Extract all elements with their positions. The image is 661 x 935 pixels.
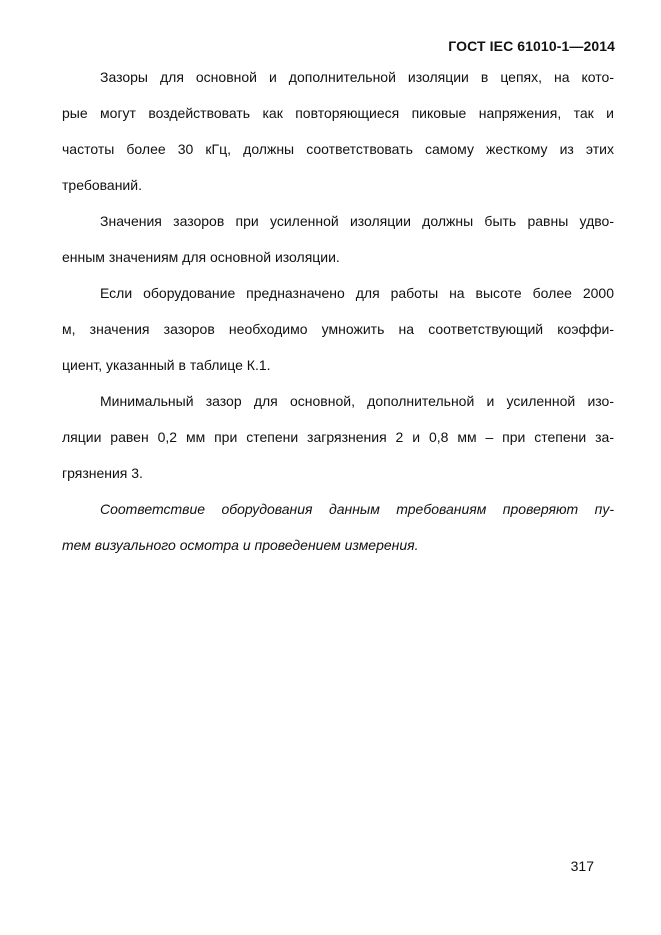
paragraph — [62, 383, 614, 491]
document-header: ГОСТ IEC 61010-1—2014 — [448, 38, 615, 54]
text-line: Если оборудование предназначено для работы на высоте более 2000 — [100, 285, 614, 301]
text-line: енным значениям для основной изоляции. — [62, 249, 340, 265]
text-line: циент, указанный в таблице К.1. — [62, 357, 271, 373]
text-line: Соответствие оборудования данным требованиям проверяют пу- — [100, 501, 614, 517]
text-line: тем визуального осмотра и проведением измерения. — [62, 537, 419, 553]
text-line: ляции равен 0,2 мм при степени загрязнения 2 и 0,8 мм – при степени за- — [62, 429, 614, 445]
page-number: 317 — [570, 858, 594, 874]
text-line: рые могут воздействовать как повторяющиеся пиковые напряжения, так и — [62, 105, 614, 121]
paragraph-italic — [62, 491, 614, 563]
text-line: частоты более 30 кГц, должны соответствовать самому жесткому из этих — [62, 141, 614, 157]
text-line: Зазоры для основной и дополнительной изоляции в цепях, на кото- — [100, 69, 614, 85]
text-line: требований. — [62, 177, 142, 193]
text-line: м, значения зазоров необходимо умножить на соответствующий коэффи- — [62, 321, 614, 337]
text-line: грязнения 3. — [62, 465, 143, 481]
paragraph — [62, 275, 614, 383]
paragraph — [62, 59, 614, 203]
paragraph — [62, 203, 614, 275]
text-line: Минимальный зазор для основной, дополнительной и усиленной изо- — [100, 393, 614, 409]
document-body — [62, 59, 614, 563]
text-line: Значения зазоров при усиленной изоляции должны быть равны удво- — [100, 213, 614, 229]
